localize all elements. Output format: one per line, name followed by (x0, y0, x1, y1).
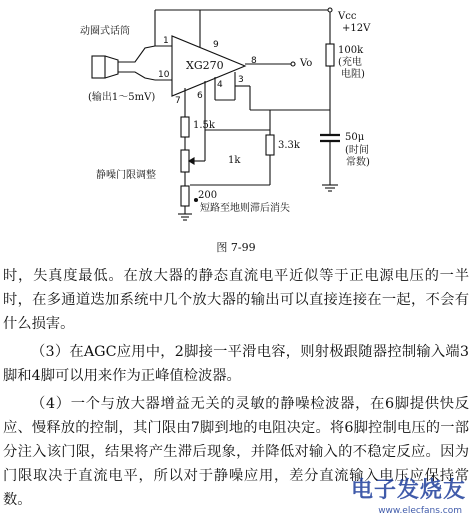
resistor-100k-note-2: 电阻) (341, 69, 365, 80)
paragraph-1-text: 时，失真度最低。在放大器的静态直流电平近似等于正电源电压的一半时，在多通道迭加系统中几个放大器的输出可以直接连接在一起，不会有什么损害。 (3, 268, 469, 332)
resistor-200 (181, 186, 189, 206)
input-range-label: (输出1～5mV) (88, 92, 156, 103)
paragraph-1 (3, 264, 469, 336)
microphone-body (92, 56, 105, 78)
resistor-3-3k (266, 135, 274, 155)
short-to-ground-note: 短路至地则滞后消失 (200, 203, 290, 214)
watermark-url: www.elecfans.com (378, 506, 462, 516)
paragraph-3-text: （4）一个与放大器增益无关的灵敏的静噪检波器，在6脚提供快反应、慢释放的控制，其门限由7脚到地的电阻决定。将6脚控制电压的一部分注入该门限，结果将产生滞后现象，并降低对输入的不稳定反应。因为门限取决于直流电平，所以对于静噪应用，差分直流输入电压应保持常数。 (3, 396, 469, 508)
watermark (320, 478, 470, 520)
paragraph-2 (3, 340, 469, 388)
potentiometer-1k (181, 150, 189, 172)
resistor-1-5k-label: 1.5k (193, 120, 215, 131)
microphone-cup (105, 56, 118, 78)
pin-4-label: 4 (217, 80, 223, 90)
resistor-100k-label: 100k (338, 45, 364, 56)
paragraph-2-text: （3）在AGC应用中，2脚接一平滑电容，则射极跟随器控制输入端3脚和4脚可以用来作为正峰值检波器。 (3, 344, 469, 384)
capacitor-note-2: 常数) (346, 157, 370, 168)
potentiometer-label: 静噪门限调整 (96, 170, 156, 181)
chip-label: XG270 (186, 59, 224, 72)
output-label: Vo (300, 58, 313, 69)
pin-6-label: 6 (197, 91, 203, 101)
pin-8-label: 8 (251, 56, 257, 66)
pin-1-label: 1 (163, 36, 169, 46)
output-terminal (291, 62, 295, 66)
circuit-diagram (0, 0, 472, 235)
resistor-100k (326, 44, 334, 66)
figure-caption: 图 7-99 (216, 241, 256, 254)
pin-9-label: 9 (213, 40, 219, 50)
resistor-3-3k-label: 3.3k (278, 140, 300, 151)
vcc-value: +12V (342, 23, 371, 34)
resistor-100k-note-1: (充电 (338, 57, 362, 68)
resistor-1-5k (181, 117, 189, 137)
capacitor-label: 50μ (345, 132, 365, 143)
pin-7-label: 7 (175, 96, 181, 106)
potentiometer-1k-label: 1k (228, 155, 241, 166)
microphone-label: 动圈式话筒 (80, 26, 130, 37)
watermark-text: 电子发烧友 (350, 478, 466, 503)
vcc-label: Vcc (338, 11, 357, 22)
pin-3-label: 3 (238, 75, 244, 85)
pin-10-label: 10 (158, 70, 170, 80)
capacitor-note-1: (时间 (345, 145, 369, 156)
resistor-200-label: 200 (198, 190, 218, 201)
supply-terminal (328, 8, 332, 12)
